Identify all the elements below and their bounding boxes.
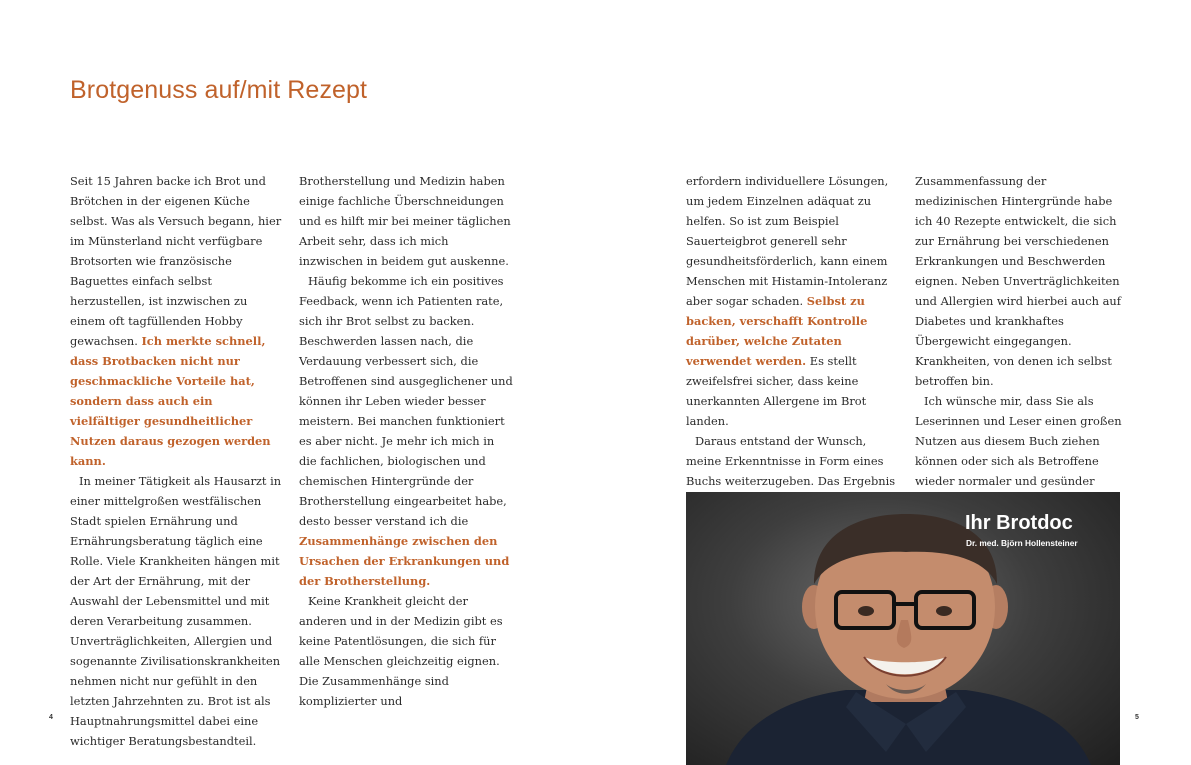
page-number-left: 4 [49,714,53,721]
highlight-text: Selbst zu backen, verschafft Kontrolle darüber, welche Zutaten verwendet werden. [686,294,868,368]
paragraph [299,271,513,591]
author-photo [686,492,1120,765]
highlight-text: Zusammenhänge zwischen den Ursachen der Erkrankungen und der Brotherstellung. [299,534,510,588]
text-column-4 [915,171,1129,511]
paragraph-text: erfordern individuellere Lösungen, um jedem Einzelnen adäquat zu helfen. So ist zum Beispiel Sauerteigbrot generell sehr gesundheitsförderlich, kann einem Menschen mit Histamin-Intoleranz aber sogar schaden. [686,174,889,308]
photo-subtitle: Dr. med. Björn Hollensteiner [966,538,1078,548]
text-column-3 [686,171,900,531]
paragraph-text: Seit 15 Jahren backe ich Brot und Brötchen in der eigenen Küche selbst. Was als Versuch begann, hier im Münsterland nicht verfügbare Brotsorten wie französische Baguettes einfach selbst herzustellen, ist inzwischen zu einem oft tagfüllenden Hobby gewachsen. [70,174,282,348]
paragraph: Brotherstellung und Medizin haben einige fachliche Überschneidungen und es hilft mir bei meiner täglichen Arbeit sehr, dass ich mich inzwischen in beidem gut auskenne. [299,174,511,268]
text-column-1 [70,171,284,751]
paragraph [70,171,284,471]
highlight-text: Ich merkte schnell, dass Brotbacken nicht nur geschmackliche Vorteile hat, sondern dass auch ein vielfältiger gesundheitlicher Nutzen daraus gezogen werden kann. [70,334,271,468]
paragraph: Zusammenfassung der medizinischen Hintergründe habe ich 40 Rezepte entwickelt, die sich zur Ernährung bei verschiedenen Erkrankungen und Beschwerden eignen. Neben Unverträglichkeiten und Allergien wird hierbei auch auf Diabetes und krankhaftes Übergewicht eingegangen. Krankheiten, von denen ich selbst betroffen bin. [915,174,1121,388]
paragraph-text: Es stellt zweifelsfrei sicher, dass keine unerkannten Allergene im Brot landen. [686,354,867,428]
paragraph: Keine Krankheit gleicht der anderen und in der Medizin gibt es keine Patentlösungen, die sich für alle Menschen gleichzeitig eignen. Die Zusammenhänge sind komplizierter und [299,594,503,708]
paragraph [686,171,900,431]
page-number-right: 5 [1135,714,1139,721]
paragraph: In meiner Tätigkeit als Hausarzt in einer mittelgroßen westfälischen Stadt spielen Ernährung und Ernährungsberatung täglich eine Rolle. Viele Krankheiten hängen mit der Art der Ernährung, mit der Auswahl der Lebensmittel und mit deren Verarbeitung zusammen. Unverträglichkeiten, Allergien und sogenannte Zivilisationskrankheiten nehmen nicht nur gefühlt in den letzten Jahrzehnten zu. Brot ist als Hauptnahrungsmittel dabei eine wichtiger Beratungsbestandteil. [70,474,282,748]
page-title: Brotgenuss auf/mit Rezept [70,76,368,104]
text-column-2 [299,171,513,711]
paragraph-text: Häufig bekomme ich ein positives Feedback, wenn ich Patienten rate, sich ihr Brot selbst zu backen. Beschwerden lassen nach, die Verdauung verbessert sich, die Betroffenen sind ausgeglichener und können ihr Leben wieder besser meistern. Bei manchen funktioniert es aber nicht. Je mehr ich mich in die fachlichen, biologischen und chemischen Hintergründe der Brotherstellung eingearbeitet habe, desto besser verstand ich die [299,274,513,528]
paragraph: Ich wünsche mir, dass Sie als Leserinnen und Leser einen großen Nutzen aus diesem Buch ziehen können oder sich als Betroffene wieder normaler und gesünder [915,394,1122,488]
paragraph: Daraus entstand der Wunsch, meine Erkenntnisse in Form eines Buchs weiterzugeben. Das Ergebnis [686,434,896,488]
photo-title: Ihr Brotdoc [965,512,1073,534]
